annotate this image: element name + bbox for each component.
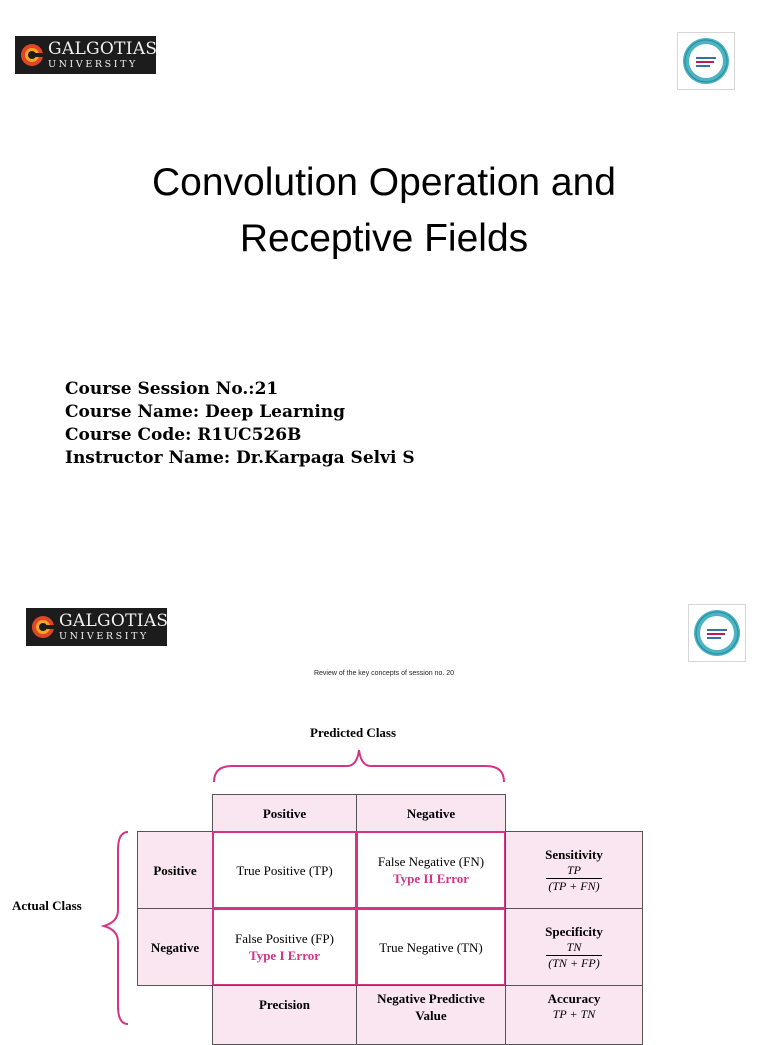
cell-false-negative xyxy=(356,831,506,909)
sensitivity-numerator: TP xyxy=(566,863,581,877)
logo-line1: GALGOTIAS xyxy=(48,38,158,59)
cell-accuracy xyxy=(505,985,643,1045)
galgotias-logo xyxy=(26,608,167,646)
accuracy-numerator: TP + TN xyxy=(552,1007,596,1021)
galgotias-g-icon xyxy=(19,42,45,68)
galgotias-logo xyxy=(15,36,156,74)
iscale-seal-icon xyxy=(681,36,731,86)
false-positive-label: False Positive (FP) xyxy=(235,931,334,946)
col-header-positive: Positive xyxy=(212,794,357,832)
review-slide xyxy=(0,560,768,1024)
title-line-1: Convolution Operation and xyxy=(152,161,616,204)
row-header-positive: Positive xyxy=(137,831,213,909)
specificity-denominator: (TN + FP) xyxy=(548,956,600,970)
logo-line2: UNIVERSITY xyxy=(48,58,138,70)
cell-false-positive xyxy=(212,908,357,986)
confusion-matrix xyxy=(0,710,768,1024)
logo-line2: UNIVERSITY xyxy=(59,630,149,642)
row-header-negative: Negative xyxy=(137,908,213,986)
logo-line1: GALGOTIAS xyxy=(59,610,169,631)
specificity-label: Specificity xyxy=(545,924,603,939)
predicted-class-brace xyxy=(212,744,506,784)
iscale-badge xyxy=(688,604,746,662)
specificity-numerator: TN xyxy=(566,940,582,954)
slide-title xyxy=(0,155,768,267)
galgotias-g-icon xyxy=(30,614,56,640)
cell-specificity xyxy=(505,908,643,986)
sensitivity-denominator: (TP + FN) xyxy=(548,879,600,893)
course-info xyxy=(65,378,415,470)
specificity-formula xyxy=(546,940,601,971)
false-negative-label: False Negative (FN) xyxy=(377,854,485,869)
accuracy-label: Accuracy xyxy=(547,991,601,1006)
title-line-2: Receptive Fields xyxy=(239,217,529,260)
iscale-badge xyxy=(677,32,735,90)
cell-true-negative: True Negative (TN) xyxy=(356,908,506,986)
cell-precision xyxy=(212,985,357,1045)
type-ii-error-label: Type II Error xyxy=(392,871,470,886)
cell-sensitivity xyxy=(505,831,643,909)
course-name: Course Name: Deep Learning xyxy=(65,402,346,422)
actual-class-brace xyxy=(100,830,130,1026)
actual-class-label: Actual Class xyxy=(12,898,82,913)
course-session: Course Session No.:21 xyxy=(65,379,279,399)
sensitivity-label: Sensitivity xyxy=(545,847,603,862)
sensitivity-formula xyxy=(546,863,601,894)
course-code: Course Code: R1UC526B xyxy=(65,425,302,445)
cell-true-positive: True Positive (TP) xyxy=(212,831,357,909)
iscale-seal-icon xyxy=(692,608,742,658)
npv-label: Negative Predictive Value xyxy=(377,991,485,1023)
precision-label: Precision xyxy=(258,997,311,1012)
type-i-error-label: Type I Error xyxy=(248,948,320,963)
predicted-class-label: Predicted Class xyxy=(310,725,397,740)
review-caption: Review of the key concepts of session no. 20 xyxy=(313,670,455,677)
cell-npv xyxy=(356,985,506,1045)
accuracy-formula xyxy=(551,1007,598,1022)
instructor-name: Instructor Name: Dr.Karpaga Selvi S xyxy=(65,448,415,468)
col-header-negative: Negative xyxy=(356,794,506,832)
